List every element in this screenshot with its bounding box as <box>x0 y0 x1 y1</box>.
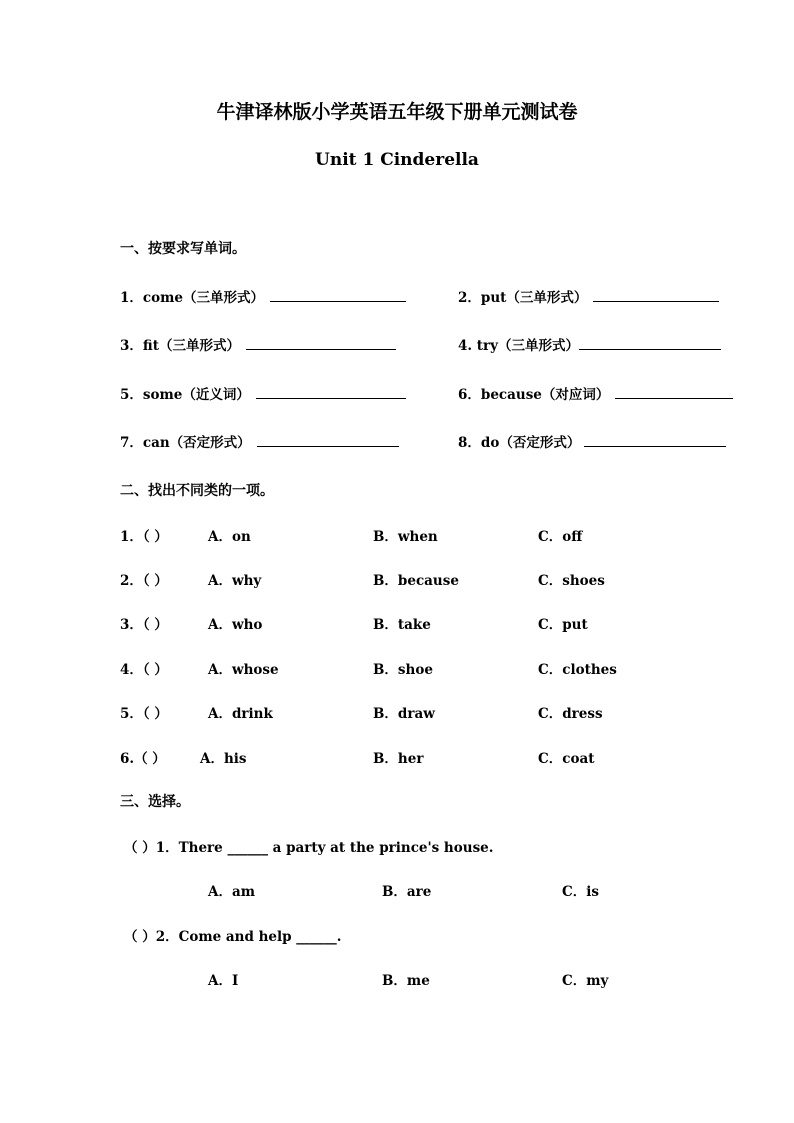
s2-row-2-a: A．why <box>208 573 262 589</box>
page-title: 牛津译林版小学英语五年级下册单元测试卷 <box>216 101 578 123</box>
answer-blank[interactable] <box>246 335 396 350</box>
section1-heading: 一、按要求写单词。 <box>120 241 246 257</box>
s3-q2-stem: （ ）2．Come and help ______. <box>124 929 342 945</box>
page-subtitle: Unit 1 Cinderella <box>315 150 479 170</box>
s2-row-1-num: 1．（ ） <box>120 529 168 545</box>
s2-row-3-num: 3．（ ） <box>120 617 168 633</box>
s2-row-6-num: 6.（ ） <box>120 751 166 767</box>
s2-row-5-a: A．drink <box>208 706 273 722</box>
answer-blank[interactable] <box>593 287 719 302</box>
s1-item-8: 8．do（否定形式） <box>458 431 726 451</box>
s2-row-2-c: C．shoes <box>538 573 605 589</box>
s1-item-5: 5．some（近义词） <box>120 383 406 403</box>
s2-row-4-a: A．whose <box>208 662 279 678</box>
s3-q2-a: A．I <box>208 973 239 989</box>
s2-row-2-num: 2．（ ） <box>120 573 168 589</box>
answer-blank[interactable] <box>257 432 399 447</box>
answer-blank[interactable] <box>615 384 733 399</box>
section2-heading: 二、找出不同类的一项。 <box>120 483 274 499</box>
answer-blank[interactable] <box>256 384 406 399</box>
s3-q1-c: C．is <box>562 884 599 900</box>
s2-row-4-num: 4．（ ） <box>120 662 168 678</box>
s3-q2-c: C．my <box>562 973 609 989</box>
s3-q1-stem: （ ）1．There ______ a party at the prince's house. <box>124 840 494 856</box>
s2-row-1-c: C．off <box>538 529 583 545</box>
s2-row-3-c: C．put <box>538 617 588 633</box>
s2-row-4-c: C．clothes <box>538 662 617 678</box>
answer-blank[interactable] <box>579 335 721 350</box>
s2-row-4-b: B．shoe <box>373 662 433 678</box>
answer-blank[interactable] <box>584 432 726 447</box>
s2-row-6-a: A．his <box>200 751 247 767</box>
answer-blank[interactable] <box>270 287 406 302</box>
s1-item-4: 4. try（三单形式） <box>458 334 721 354</box>
s2-row-5-b: B．draw <box>373 706 435 722</box>
s1-item-7: 7．can（否定形式） <box>120 431 399 451</box>
s1-item-1: 1．come（三单形式） <box>120 286 406 306</box>
s2-row-6-b: B．her <box>373 751 424 767</box>
s2-row-1-b: B．when <box>373 529 438 545</box>
s2-row-1-a: A．on <box>208 529 251 545</box>
s1-item-2: 2．put（三单形式） <box>458 286 719 306</box>
s3-q1-b: B．are <box>382 884 432 900</box>
s2-row-3-a: A．who <box>208 617 263 633</box>
s2-row-2-b: B．because <box>373 573 459 589</box>
s2-row-5-c: C．dress <box>538 706 603 722</box>
section3-heading: 三、选择。 <box>120 794 190 810</box>
s2-row-5-num: 5．（ ） <box>120 706 168 722</box>
s3-q1-a: A．am <box>208 884 256 900</box>
s1-item-3: 3．fit（三单形式） <box>120 334 396 354</box>
s2-row-3-b: B．take <box>373 617 431 633</box>
s1-item-6: 6．because（对应词） <box>458 383 733 403</box>
s3-q2-b: B．me <box>382 973 430 989</box>
s2-row-6-c: C．coat <box>538 751 595 767</box>
